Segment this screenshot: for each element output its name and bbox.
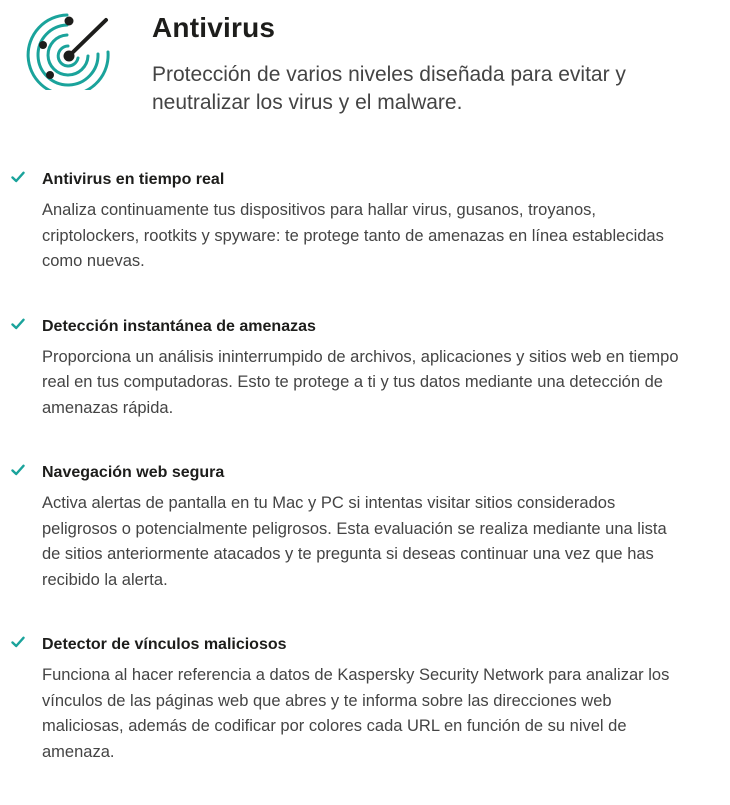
- feature-title: Detector de vínculos maliciosos: [42, 636, 287, 653]
- feature-item-safe-browsing: [0, 461, 730, 593]
- feature-description: Funciona al hacer referencia a datos de Kaspersky Security Network para analizar los vínculos de las páginas web que abres y te informa sobre las direcciones web maliciosas, además de codificar por colores cada URL en función de su nivel de amenaza.: [42, 666, 670, 761]
- page-subtitle: Protección de varios niveles diseñada para evitar y neutralizar los virus y el malware.: [152, 63, 626, 114]
- check-icon: [11, 464, 25, 476]
- header: [0, 0, 730, 140]
- feature-description: Analiza continuamente tus dispositivos para hallar virus, gusanos, troyanos, criptolockers, rootkits y spyware: te protege tanto de amenazas en línea establecidas como nuevas.: [42, 201, 664, 270]
- radar-icon: [20, 12, 116, 90]
- feature-description: Proporciona un análisis ininterrumpido de archivos, aplicaciones y sitios web en tiempo real en tus computadoras. Esto te protege a ti y tus datos mediante una detección de amenazas rápida.: [42, 347, 679, 417]
- feature-description: Activa alertas de pantalla en tu Mac y PC si intentas visitar sitios considerados peligrosos o potencialmente peligrosos. Esta evaluación se realiza mediante una lista de sitios anteriormente atacados y te pregunta si deseas continuar una vez que has recibido la alerta.: [42, 494, 667, 589]
- feature-title: Antivirus en tiempo real: [42, 171, 225, 188]
- feature-title: Detección instantánea de amenazas: [42, 317, 316, 335]
- feature-item-instant-detection: [0, 315, 730, 422]
- feature-list: [0, 168, 730, 805]
- feature-title: Navegación web segura: [42, 464, 225, 481]
- check-icon: [11, 171, 25, 183]
- check-icon: [11, 318, 25, 330]
- page-title: Antivirus: [152, 12, 276, 43]
- feature-item-malicious-link-detector: [0, 633, 730, 765]
- check-icon: [11, 636, 25, 648]
- feature-item-realtime-antivirus: [0, 168, 730, 275]
